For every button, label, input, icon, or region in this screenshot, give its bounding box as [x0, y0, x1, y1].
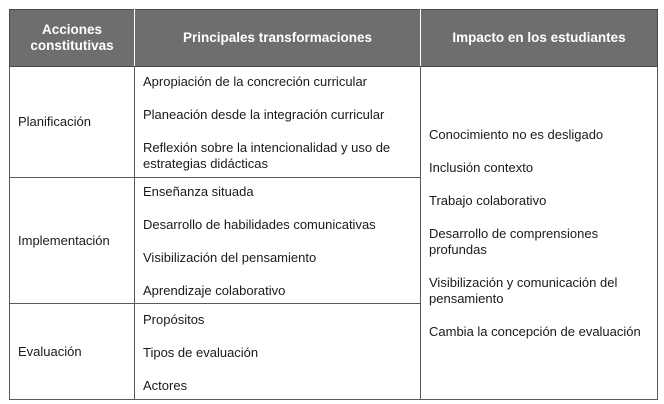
transformation-item: Aprendizaje colaborativo [143, 283, 286, 298]
action-cell: Planificación [10, 67, 135, 178]
impact-item: Cambia la concepción de evaluación [429, 323, 641, 339]
impact-item: Inclusión contexto [429, 159, 534, 175]
table-row-planificacion [10, 67, 658, 178]
transformation-item: Reflexión sobre la intencionalidad y uso de estrategias didácticas [143, 140, 391, 171]
impact-cell [421, 67, 658, 400]
transformations-cell [135, 178, 421, 304]
transformations-cell [135, 67, 421, 178]
impact-item: Trabajo colaborativo [429, 192, 547, 208]
transformation-item: Apropiación de la concreción curricular [143, 74, 368, 89]
transformations-cell [135, 304, 421, 400]
transformation-item: Tipos de evaluación [143, 344, 259, 360]
transformation-item: Desarrollo de habilidades comunicativas [143, 217, 376, 232]
transformation-item: Enseñanza situada [143, 184, 254, 199]
transformation-item: Propósitos [143, 311, 205, 327]
impact-item: Desarrollo de comprensiones profundas [429, 225, 599, 257]
header-acciones: Acciones constitutivas [10, 10, 135, 67]
impact-item: Visibilización y comunicación del pensamiento [429, 274, 618, 306]
action-cell: Implementación [10, 178, 135, 304]
action-cell: Evaluación [10, 304, 135, 400]
table-container [9, 9, 657, 398]
header-transformaciones: Principales transformaciones [135, 10, 421, 67]
impact-item: Conocimiento no es desligado [429, 126, 604, 142]
transformation-item: Visibilización del pensamiento [143, 250, 317, 265]
actions-table [9, 9, 658, 400]
transformation-item: Actores [143, 377, 188, 393]
table-header-row [10, 10, 658, 67]
transformation-item: Planeación desde la integración curricular [143, 107, 385, 122]
header-impacto: Impacto en los estudiantes [421, 10, 658, 67]
